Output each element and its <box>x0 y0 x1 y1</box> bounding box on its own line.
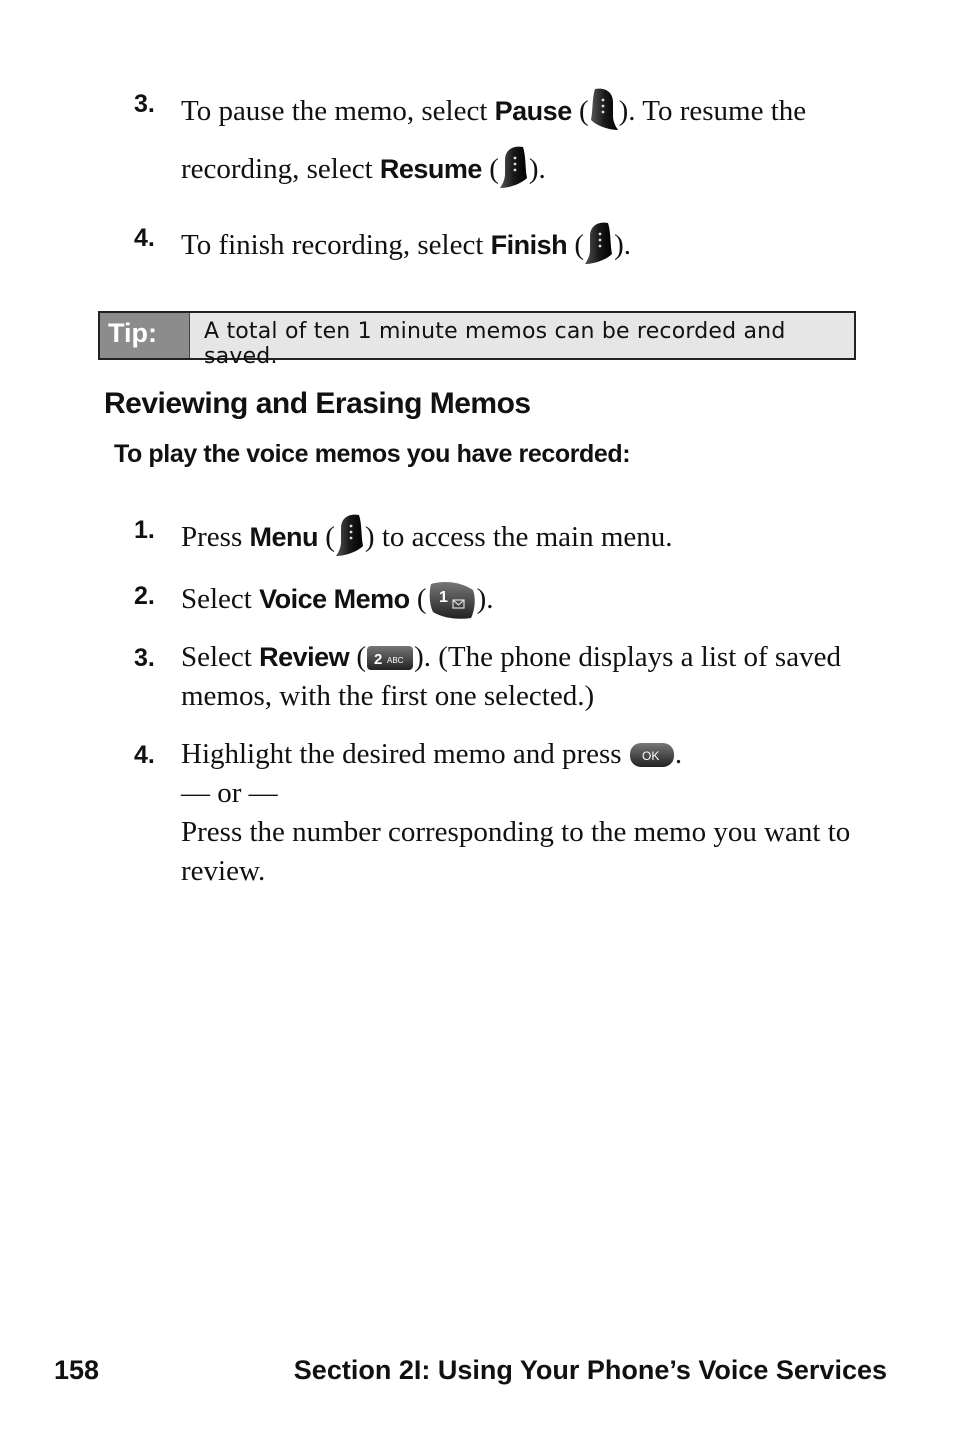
step-number: 4. <box>134 741 155 769</box>
or-separator: — or — <box>181 777 278 809</box>
step-text: To finish recording, select Finish ( ). <box>181 220 881 266</box>
menu-label: Menu <box>249 522 318 552</box>
step-number: 4. <box>134 224 155 252</box>
svg-text:2: 2 <box>374 651 383 668</box>
softkey-icon <box>589 86 619 132</box>
tip-text: A total of ten 1 minute memos can be recorded and saved. <box>204 319 786 369</box>
svg-text:OK: OK <box>641 749 660 763</box>
pause-label: Pause <box>494 96 572 126</box>
softkey-icon <box>335 512 365 558</box>
section-subheading: To play the voice memos you have recorded: <box>114 440 631 468</box>
page-number: 158 <box>54 1355 100 1385</box>
review-label: Review <box>259 642 350 672</box>
alternate-instruction: Press the number corresponding to the memo you want to review. <box>181 816 851 887</box>
tip-box <box>98 311 856 369</box>
key-2-icon <box>366 644 414 672</box>
svg-text:ABC: ABC <box>387 656 404 665</box>
tip-label: Tip: <box>100 313 190 358</box>
key-1-icon <box>427 578 477 622</box>
step-text: To pause the memo, select Pause ( ). To resume the recording, select Resume ( ). <box>181 82 881 198</box>
step-text: Select Review ( 2 ABC ). (The phone displays a list of saved memos, with the first one selected.) <box>181 641 841 712</box>
step-text: Highlight the desired memo and press OK . — or — Press the number corresponding to the memo you want to review. <box>181 735 881 891</box>
step-text: Select Voice Memo ( 1 ). <box>181 578 881 622</box>
softkey-icon <box>499 144 529 190</box>
section-title: Section 2I: Using Your Phone’s Voice Services <box>293 1355 887 1385</box>
step-number: 3. <box>134 90 155 118</box>
svg-text:1: 1 <box>438 589 448 606</box>
resume-label: Resume <box>379 154 482 184</box>
ok-key-icon <box>629 741 675 769</box>
finish-label: Finish <box>490 230 568 260</box>
step-text: Press Menu ( ) to access the main menu. <box>181 512 881 558</box>
step-number: 3. <box>134 644 155 672</box>
section-heading: Reviewing and Erasing Memos <box>104 387 531 420</box>
step-number: 1. <box>134 516 155 544</box>
step-number: 2. <box>134 582 155 610</box>
voice-memo-label: Voice Memo <box>259 584 410 614</box>
softkey-icon <box>584 220 614 266</box>
